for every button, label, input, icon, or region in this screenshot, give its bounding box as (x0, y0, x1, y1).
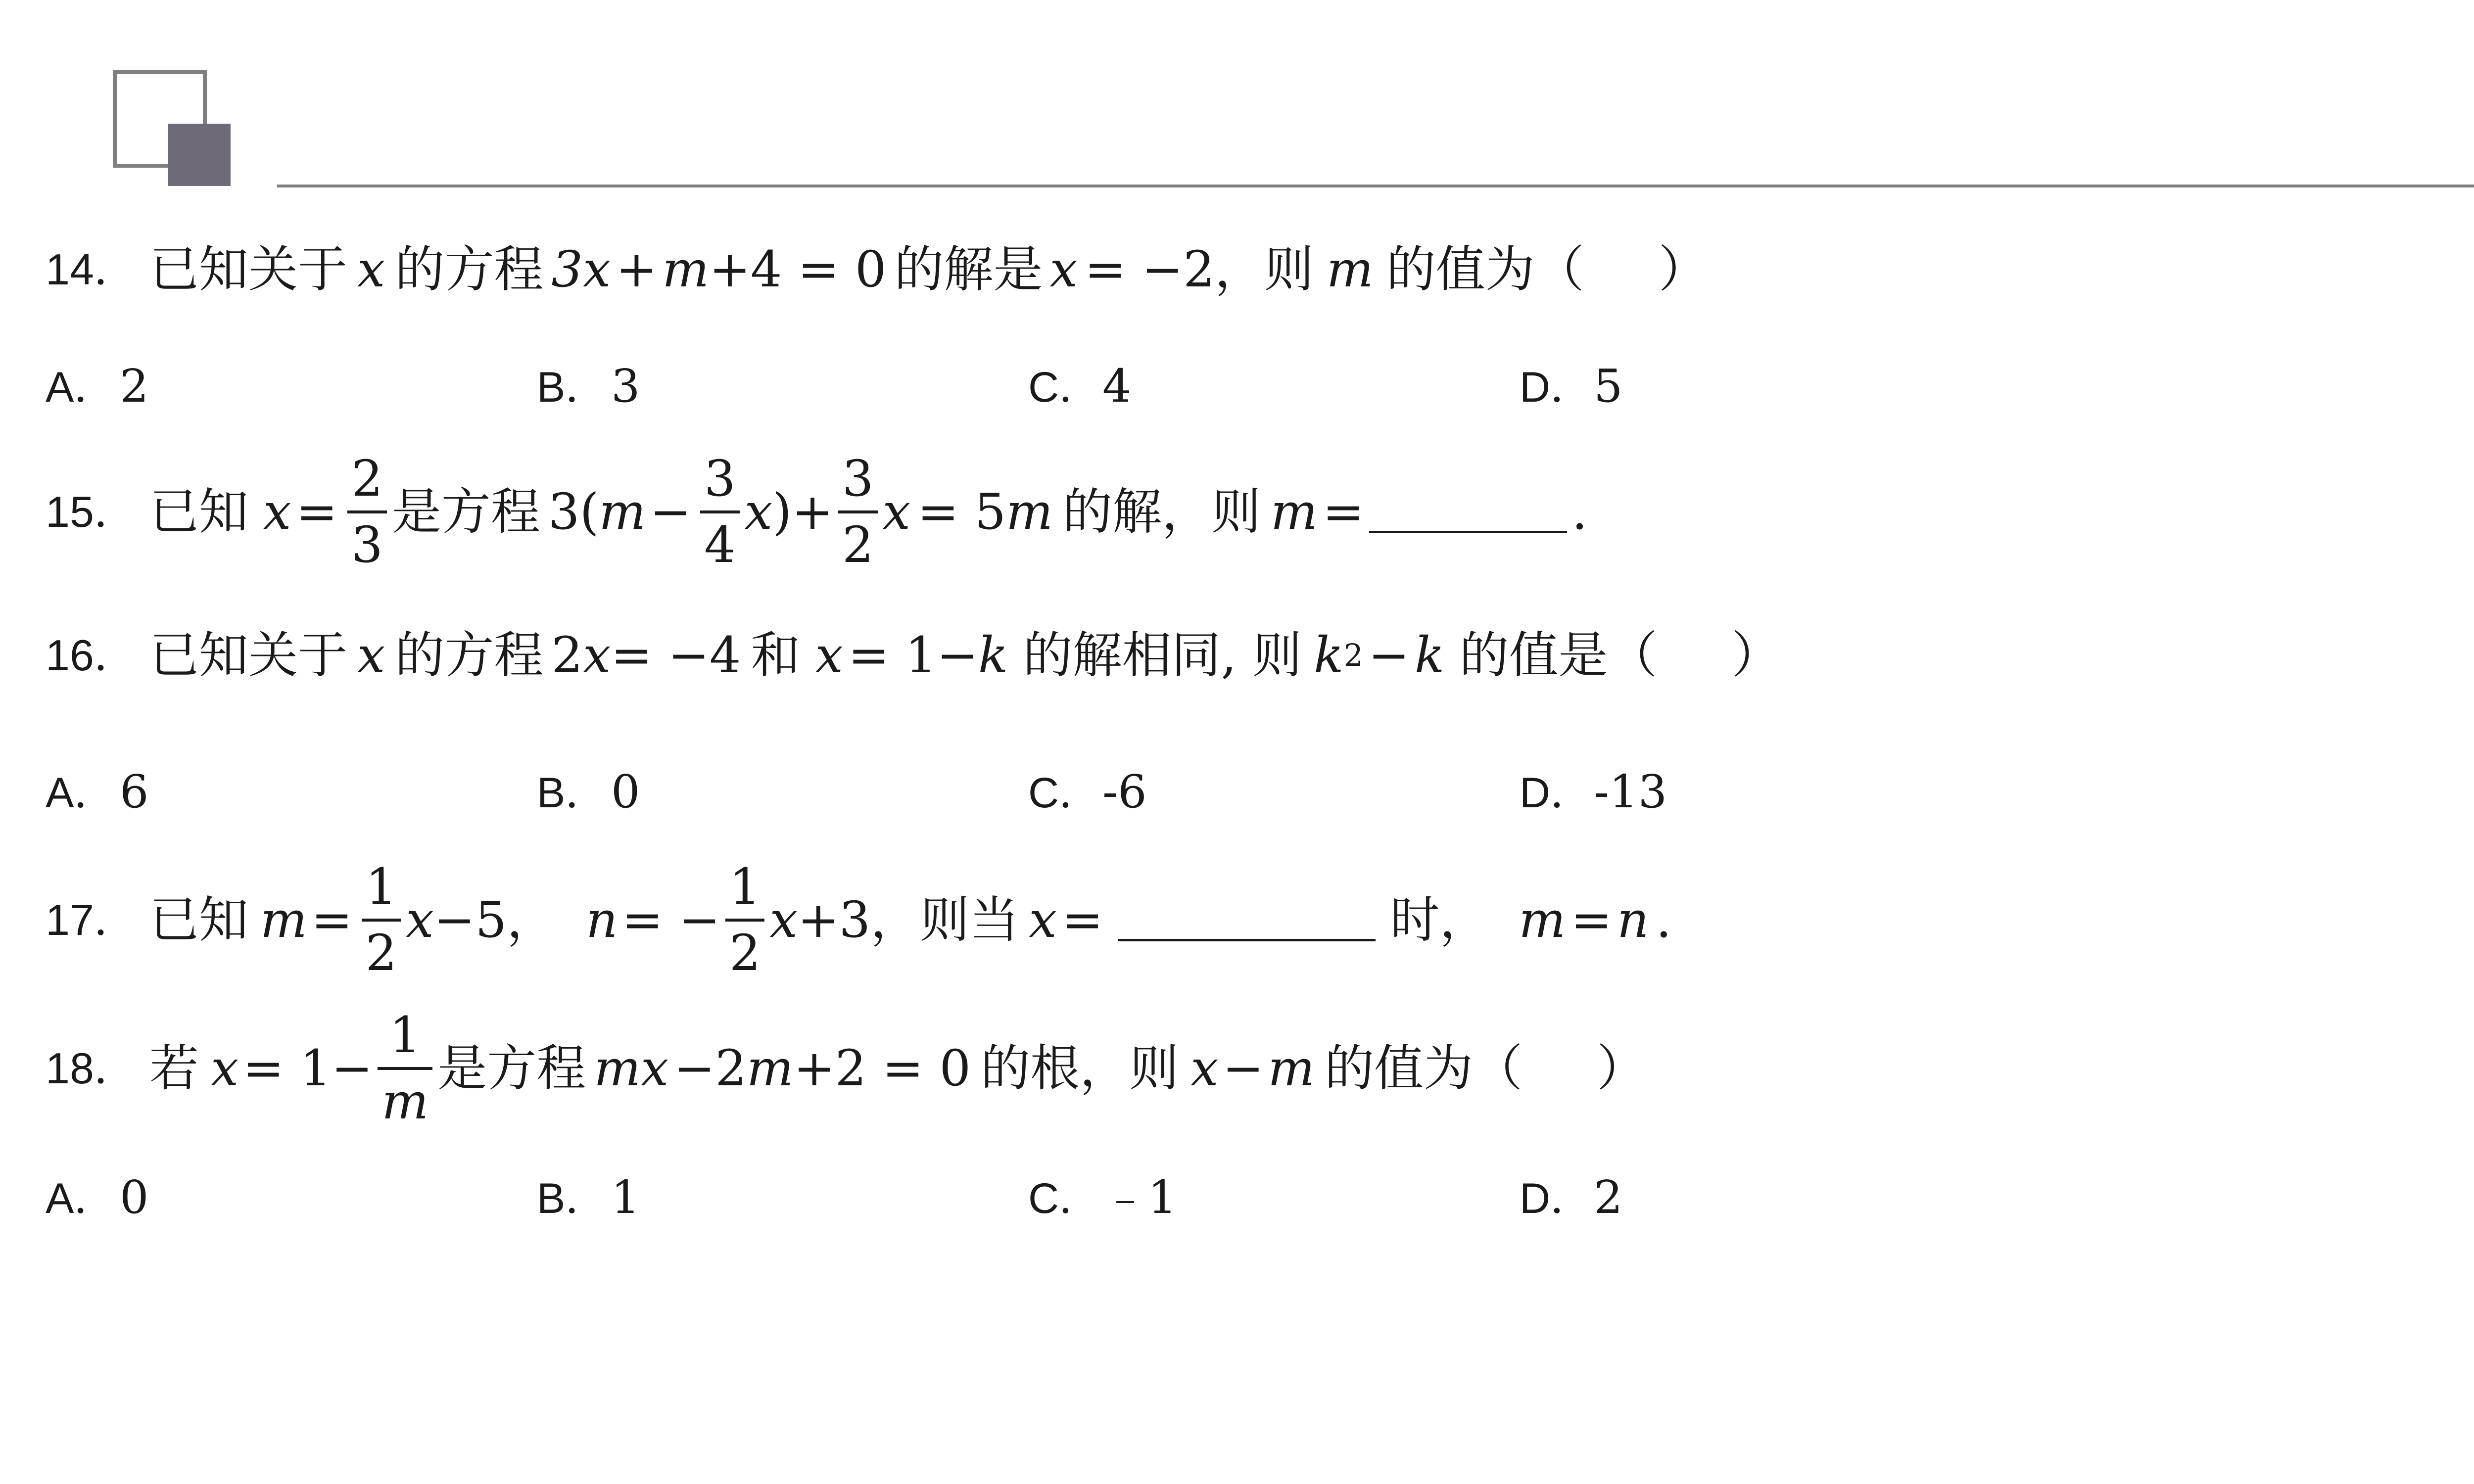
answer-blank[interactable] (1118, 899, 1376, 941)
option-14-c[interactable]: C．4 (1028, 360, 1132, 413)
answer-paren-close: ） (1731, 626, 1781, 684)
fraction-one-half: $\frac{1}{2}$ (725, 862, 765, 978)
option-16-d[interactable]: D．-13 (1520, 765, 1667, 818)
question-16: 16． 已知关于 x 的方程 2 x = −4 和 x = 1− k 的解相同, 则 k 2 − k 的值是（ ） (46, 626, 1781, 684)
option-18-d[interactable]: D．2 (1520, 1171, 1623, 1224)
option-16-b[interactable]: B．0 (537, 765, 640, 818)
option-14-b[interactable]: B．3 (537, 360, 640, 413)
fraction-three-quarters: $\frac{3}{4}$ (700, 454, 740, 570)
option-14-a[interactable]: A．2 (46, 360, 149, 413)
question-18: 18． 若 x = 1− $\frac{1}{m}$ 是方程 mx −2 m +2 = 0 的根，则 x − m 的值为（ ） (46, 1006, 1647, 1130)
option-16-c[interactable]: C．-6 (1028, 765, 1147, 818)
fraction-one-over-m: $\frac{1}{m}$ (378, 1011, 432, 1126)
fraction-two-thirds: $\frac{2}{3}$ (347, 454, 387, 570)
option-18-a[interactable]: A．0 (46, 1171, 149, 1224)
option-16-a[interactable]: A．6 (46, 765, 149, 818)
header-divider (277, 185, 2474, 187)
answer-paren-close: ） (1658, 240, 1708, 298)
question-number: 17． (46, 895, 138, 944)
question-14: 14． 已知关于 x 的方程 3x + m +4 = 0 的解是 x = −2，则 m 的值为（ ） (46, 240, 1708, 298)
question-15: 15． 已知 x = $\frac{2}{3}$ 是方程 3( m − $\frac{3}{4}$ x )+ $\frac{3}{2}$ x = 5 m 的解，则 m = . (46, 450, 1588, 574)
option-14-d[interactable]: D．5 (1520, 360, 1623, 413)
logo-square-filled (168, 124, 231, 186)
answer-paren-close: ） (1597, 1039, 1647, 1097)
question-number: 14． (46, 245, 138, 294)
question-number: 15． (46, 487, 138, 536)
option-18-b[interactable]: B．1 (537, 1171, 640, 1224)
question-17: 17． 已知 m = $\frac{1}{2}$ x −5， n = − $\frac{1}{2}$ x +3，则当 x = 时， m = n . (46, 858, 1672, 982)
fraction-three-halves: $\frac{3}{2}$ (838, 454, 878, 570)
answer-blank[interactable] (1369, 491, 1567, 533)
question-number: 16． (46, 631, 138, 680)
fraction-one-half: $\frac{1}{2}$ (362, 862, 401, 978)
question-number: 18． (46, 1044, 138, 1093)
option-18-c[interactable]: C．﹣1 (1028, 1171, 1177, 1224)
